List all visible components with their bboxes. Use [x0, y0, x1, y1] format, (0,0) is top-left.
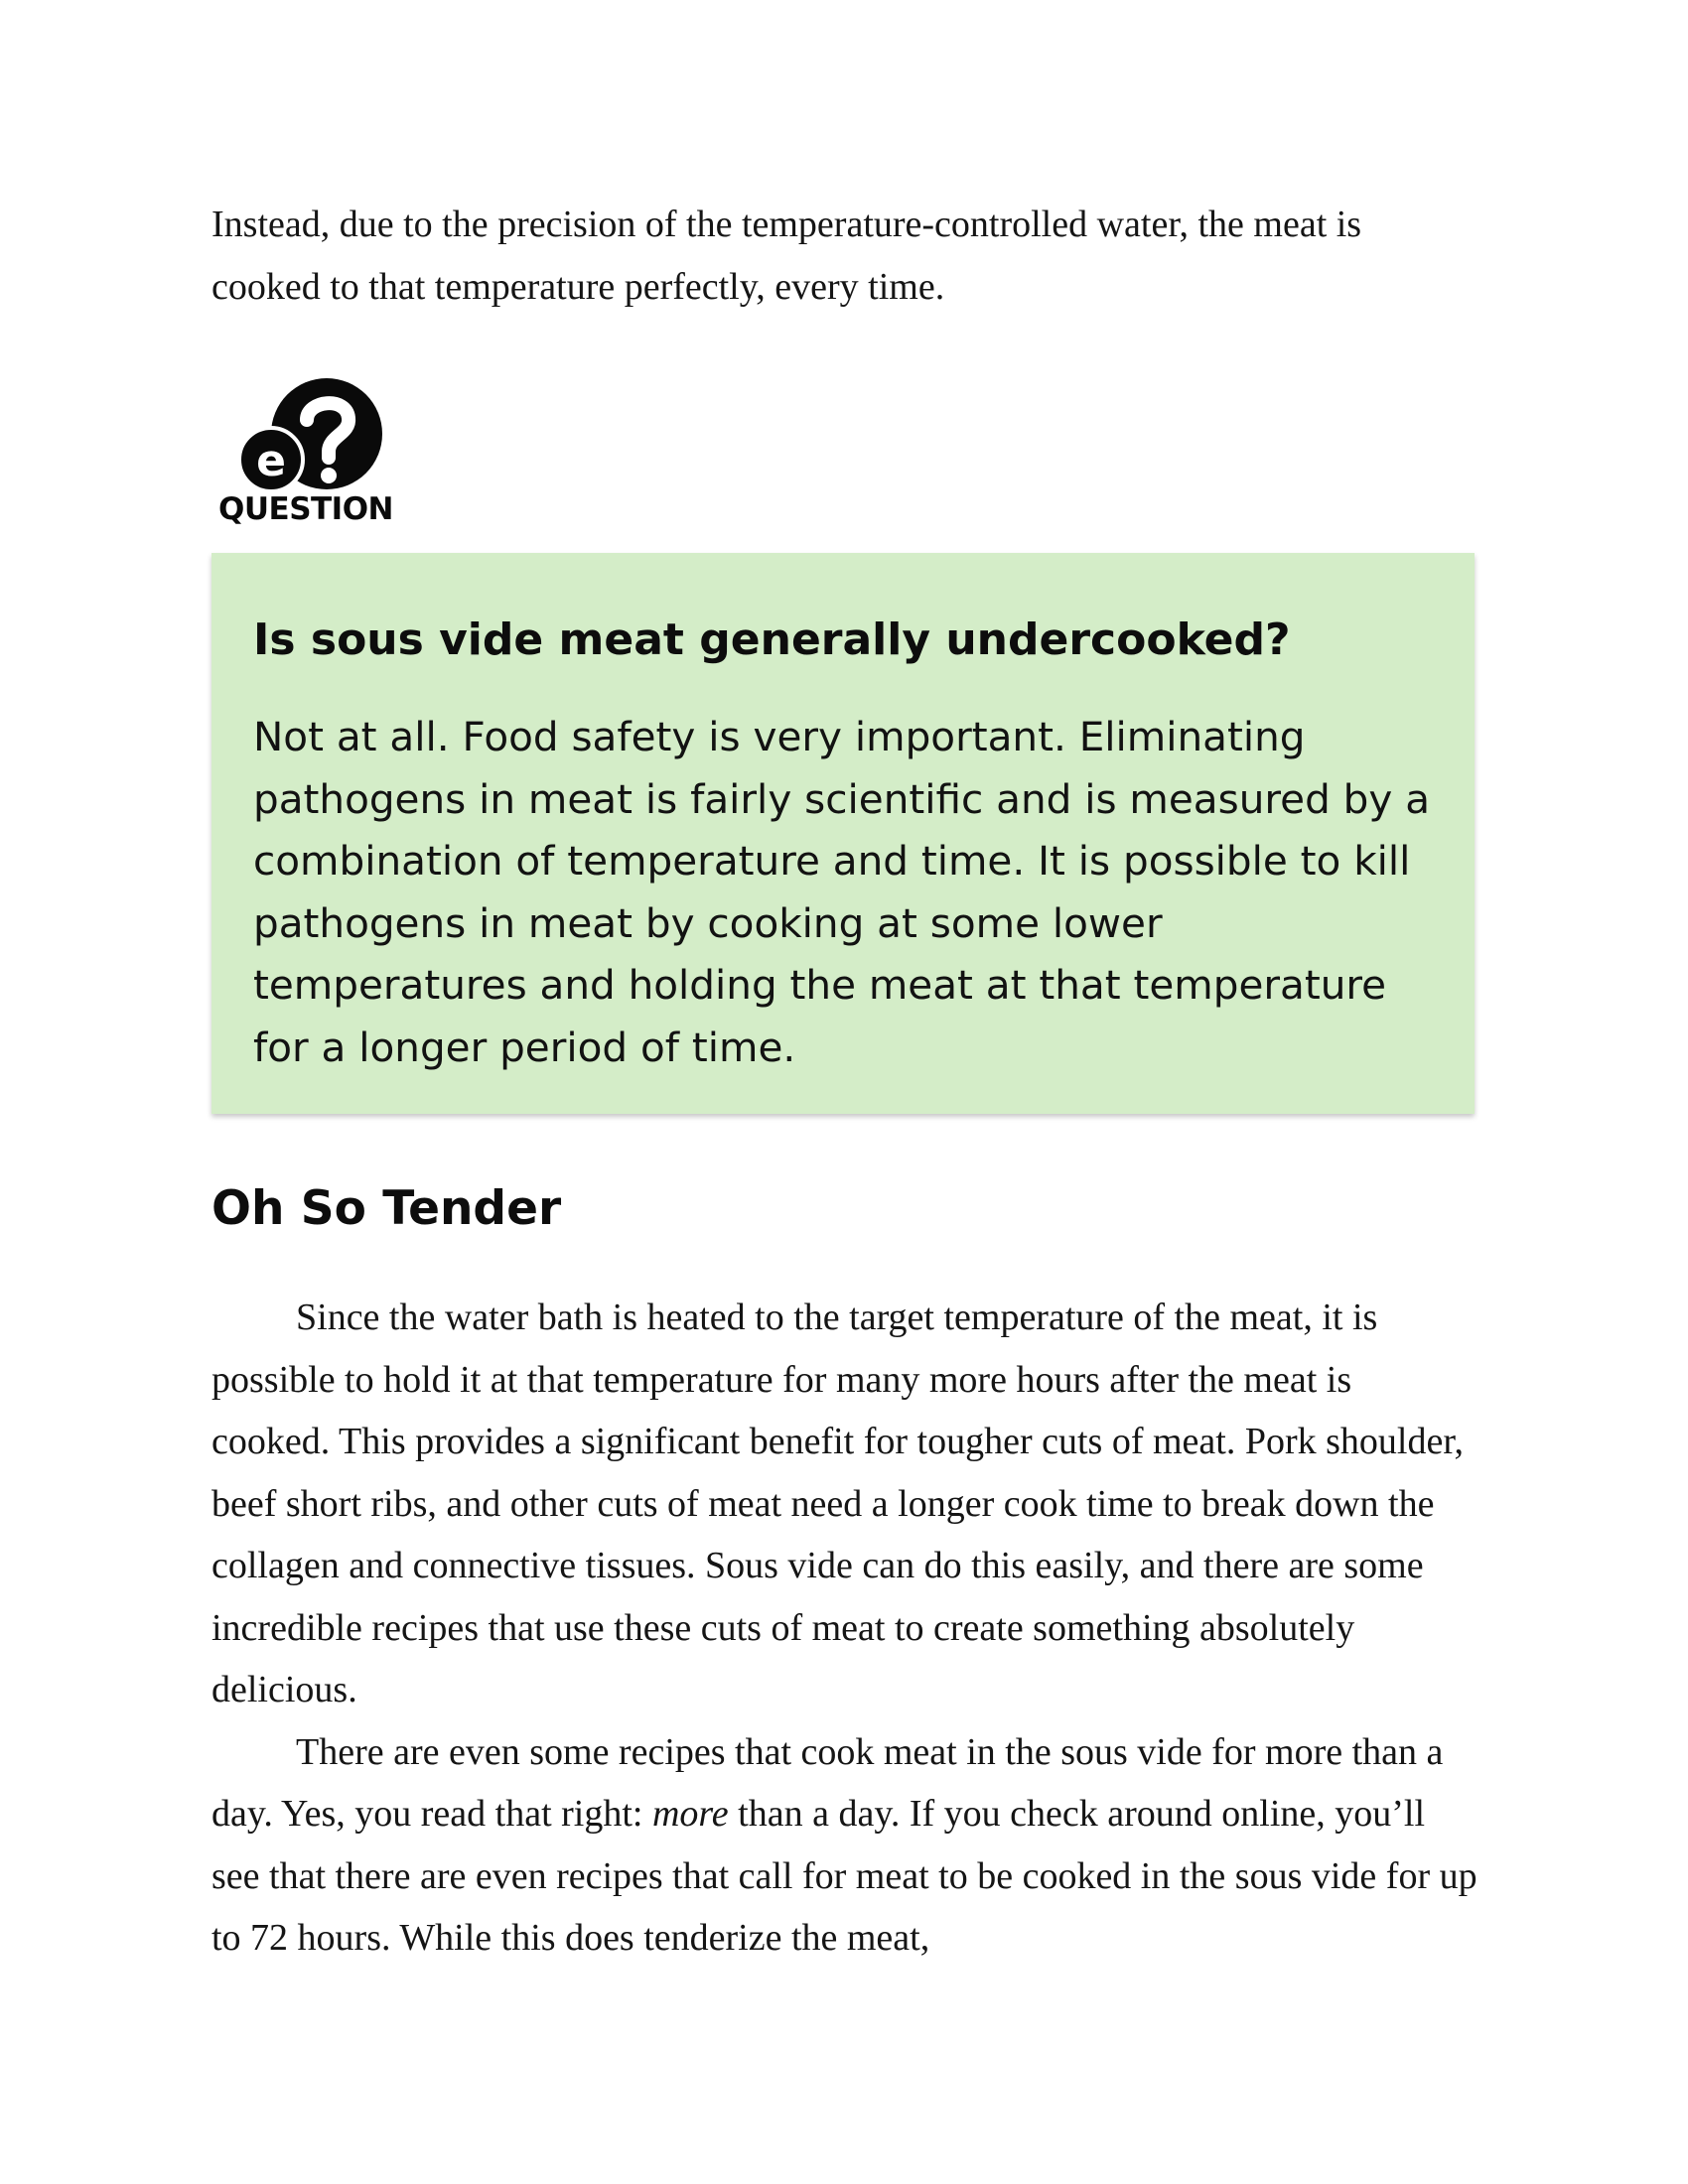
body-paragraph-2: [211, 1721, 1477, 1970]
document-page: [211, 194, 1477, 1959]
callout-body: Not at all. Food safety is very important. Eliminating pathogens in meat is fairly scientific and is measured by a combination of temperature and time. It is possible to kill pathogens in meat by cooking at some lower temperatures and holding the meat at that temperature for a longer period of time.: [253, 713, 1431, 1071]
question-label: QUESTION: [218, 491, 394, 527]
section-heading: Oh So Tender: [211, 1181, 562, 1236]
body-paragraph-2-end: than a day. If you check around online, you’ll see that there are even recipes that call for meat to be cooked in the sous vide for up to 72 hours. While this does tenderize the meat,: [211, 1793, 1477, 1959]
question-callout-box: [211, 553, 1475, 1114]
body-paragraph-1: Since the water bath is heated to the target temperature of the meat, it is possible to hold it at that temperature for many more hours after the meat is cooked. This provides a significant benefit for tougher cuts of meat. Pork shoulder, beef short ribs, and other cuts of meat need a longer cook time to break down the collagen and connective tissues. Sous vide can do this easily, and there are some incredible recipes that use these cuts of meat to create something absolutely delicious.: [211, 1297, 1464, 1710]
logo-e-letter: e: [256, 436, 286, 486]
intro-paragraph: Instead, due to the precision of the temperature-controlled water, the meat is cooked to that temperature perfectly, every time.: [211, 204, 1362, 308]
emphasis-more: more: [651, 1793, 729, 1835]
section-body: [211, 1287, 1477, 1970]
body-paragraph-2-start: There are even some recipes that cook meat in the sous vide for more than a day. Yes, you read that right:: [211, 1730, 1444, 1835]
callout-title: Is sous vide meat generally undercooked?: [253, 614, 1291, 665]
question-mark-icon: [211, 370, 410, 509]
